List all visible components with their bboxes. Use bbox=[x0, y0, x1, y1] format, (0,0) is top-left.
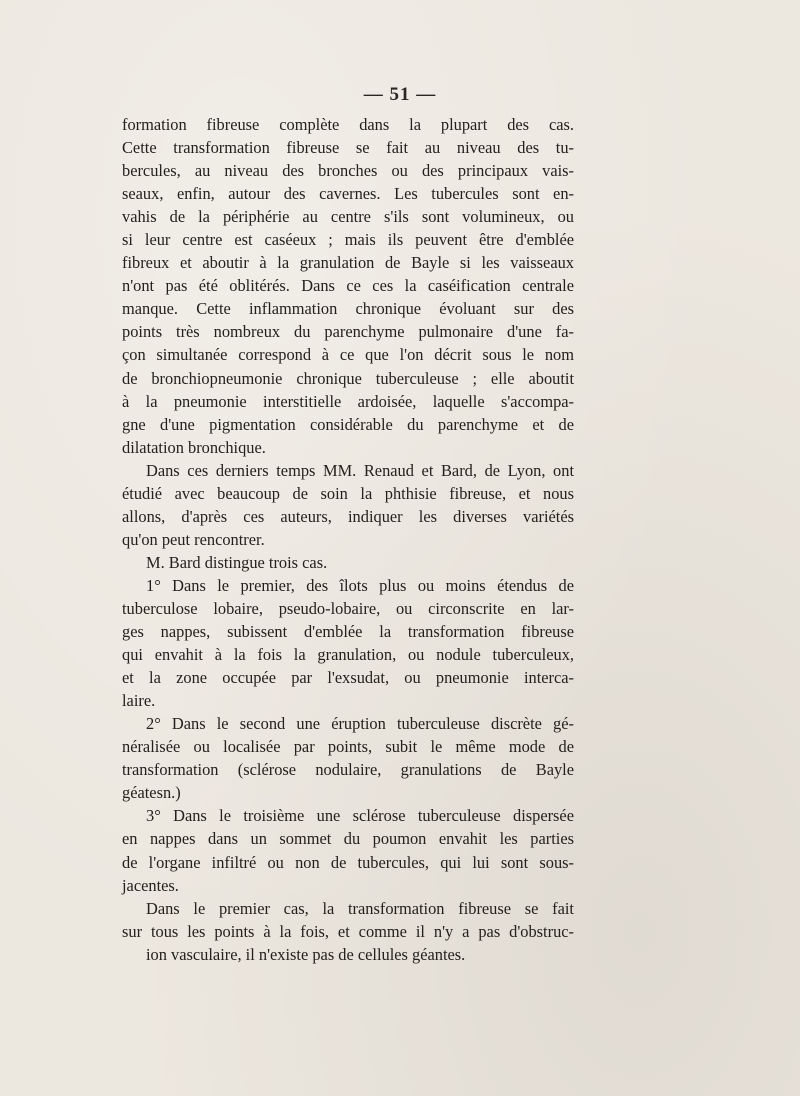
text-line: transformation (sclérose nodulaire, granulations de Bayle bbox=[122, 760, 574, 780]
text-line: de bronchiopneumonie chronique tuberculeuse ; elle aboutit bbox=[122, 368, 574, 388]
text-line: bercules, au niveau des bronches ou des principaux vais- bbox=[122, 161, 574, 181]
text-line: formation fibreuse complète dans la plupart des cas. bbox=[122, 115, 574, 134]
text-line: seaux, enfin, autour des cavernes. Les tubercules sont en- bbox=[122, 184, 574, 204]
text-line: néralisée ou localisée par points, subit le même mode de bbox=[122, 737, 574, 757]
text-line: tuberculose lobaire, pseudo-lobaire, ou circonscrite en lar- bbox=[122, 598, 574, 618]
text-line: qui envahit à la fois la granulation, ou nodule tuberculeux, bbox=[122, 645, 574, 665]
text-line: gne d'une pigmentation considérable du parenchyme et de bbox=[122, 414, 574, 434]
text-line: points très nombreux du parenchyme pulmonaire d'une fa- bbox=[122, 322, 574, 342]
text-line: de l'organe infiltré ou non de tubercules, qui lui sont sous- bbox=[122, 852, 574, 872]
text-line: ion vasculaire, il n'existe pas de cellules géantes. bbox=[146, 944, 466, 964]
text-line: sur tous les points à la fois, et comme il n'y a pas d'obstruc- bbox=[122, 921, 574, 941]
text-line: 3° Dans le troisième une sclérose tuberculeuse dispersée bbox=[146, 806, 574, 826]
text-line: fibreux et aboutir à la granulation de Bayle si les vaisseaux bbox=[122, 253, 574, 273]
text-line: jacentes. bbox=[122, 875, 179, 895]
page-number: — 51 — bbox=[363, 84, 437, 105]
text-line: Cette transformation fibreuse se fait au niveau des tu- bbox=[122, 138, 574, 158]
text-line: manque. Cette inflammation chronique évoluant sur des bbox=[122, 299, 574, 319]
body-text bbox=[122, 113, 574, 966]
text-line: laire. bbox=[122, 691, 156, 711]
text-line: et la zone occupée par l'exsudat, ou pneumonie interca- bbox=[122, 668, 574, 688]
text-line: géatesn.) bbox=[122, 783, 181, 803]
text-line: dilatation bronchique. bbox=[122, 437, 266, 457]
text-line: Dans le premier cas, la transformation fibreuse se fait bbox=[146, 898, 574, 918]
text-line: allons, d'après ces auteurs, indiquer les diverses variétés bbox=[122, 506, 574, 526]
text-line: vahis de la périphérie au centre s'ils sont volumineux, ou bbox=[122, 207, 574, 227]
text-line: si leur centre est caséeux ; mais ils peuvent être d'emblée bbox=[122, 230, 574, 250]
text-line: çon simultanée correspond à ce que l'on décrit sous le nom bbox=[122, 345, 574, 365]
text-line: 2° Dans le second une éruption tuberculeuse discrète gé- bbox=[146, 714, 574, 734]
text-line: M. Bard distingue trois cas. bbox=[146, 552, 328, 572]
text-line: n'ont pas été oblitérés. Dans ce ces la caséification centrale bbox=[122, 276, 574, 296]
text-line: Dans ces derniers temps MM. Renaud et Bard, de Lyon, ont bbox=[146, 460, 574, 480]
text-line: ges nappes, subissent d'emblée la transformation fibreuse bbox=[122, 622, 574, 642]
text-line: 1° Dans le premier, des îlots plus ou moins étendus de bbox=[146, 575, 574, 595]
text-line: en nappes dans un sommet du poumon envahit les parties bbox=[122, 829, 574, 849]
text-line: étudié avec beaucoup de soin la phthisie fibreuse, et nous bbox=[122, 483, 574, 503]
text-line: à la pneumonie interstitielle ardoisée, laquelle s'accompa- bbox=[122, 391, 574, 411]
text-line: qu'on peut rencontrer. bbox=[122, 529, 265, 549]
